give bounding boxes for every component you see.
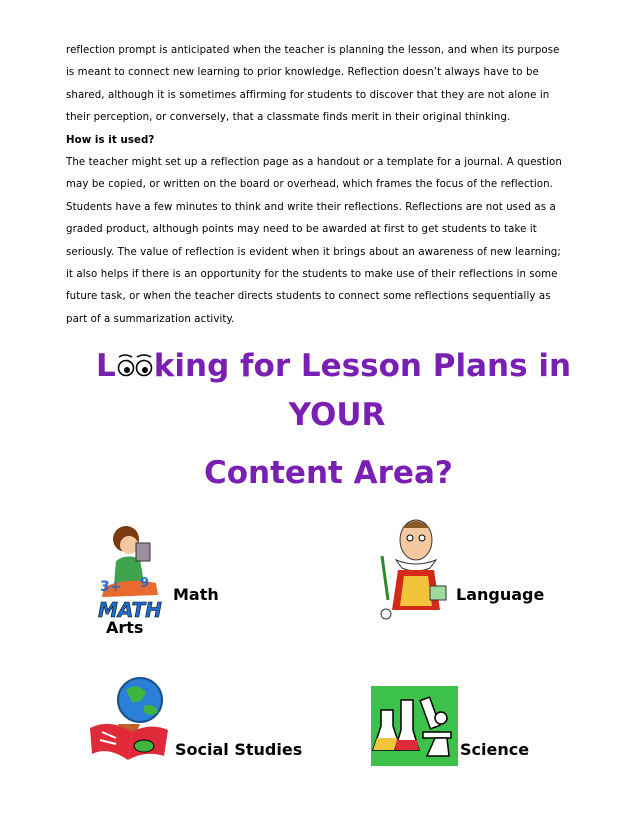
looking-eyes-icon: [116, 352, 154, 378]
subheading: How is it used?: [66, 134, 155, 146]
svg-text:3+: 3+: [100, 579, 122, 595]
math-girl-clipart: [96, 521, 168, 621]
shakespeare-clipart: [374, 516, 456, 624]
label-social-studies: Social Studies: [175, 740, 303, 759]
paragraph-line: reflection prompt is anticipated when the teacher is planning the lesson, and when its purpose: [66, 45, 560, 56]
paragraph-line: shared, although it is sometimes affirming for students to discover that they are not alone in: [66, 89, 550, 101]
label-arts: Arts: [106, 618, 144, 637]
paragraph-line: The teacher might set up a reflection page as a handout or a template for a journal. A question: [66, 156, 562, 168]
paragraph-line: seriously. The value of reflection is evident when it brings about an awareness of new learning;: [66, 246, 561, 258]
headline-prefix: L: [96, 348, 116, 384]
body-text: [66, 40, 578, 331]
globe-book-clipart: [88, 672, 178, 766]
headline-line-1: [96, 348, 571, 384]
paragraph-line: is meant to connect new learning to prior knowledge. Reflection doesn’t always have to be: [66, 67, 539, 79]
label-science: Science: [460, 740, 530, 759]
microscope-clipart: [371, 686, 458, 766]
label-math: Math: [173, 585, 219, 604]
paragraph-line: Students have a few minutes to think and write their reflections. Reflections are not used as a: [66, 201, 556, 213]
paragraph-line: their perception, or conversely, that a classmate finds merit in their original thinking.: [66, 112, 511, 124]
headline-line-3: Content Area?: [204, 455, 453, 491]
paragraph-line: part of a summarization activity.: [66, 313, 235, 325]
paragraph-line: may be copied, or written on the board or overhead, which frames the focus of the reflection.: [66, 179, 553, 191]
label-language: Language: [456, 585, 545, 604]
paragraph-line: future task, or when the teacher directs students to connect some reflections sequentially as: [66, 291, 551, 303]
math-clipart-text: MATH: [98, 598, 162, 621]
headline-line-2: YOUR: [288, 397, 386, 433]
paragraph-line: it also helps if there is an opportunity for the students to make use of their reflections in some: [66, 268, 558, 280]
svg-text:9: 9: [140, 576, 150, 591]
headline-suffix: king for Lesson Plans in: [153, 348, 572, 384]
paragraph-line: graded product, although points may need to be awarded at first to get students to take it: [66, 224, 537, 236]
